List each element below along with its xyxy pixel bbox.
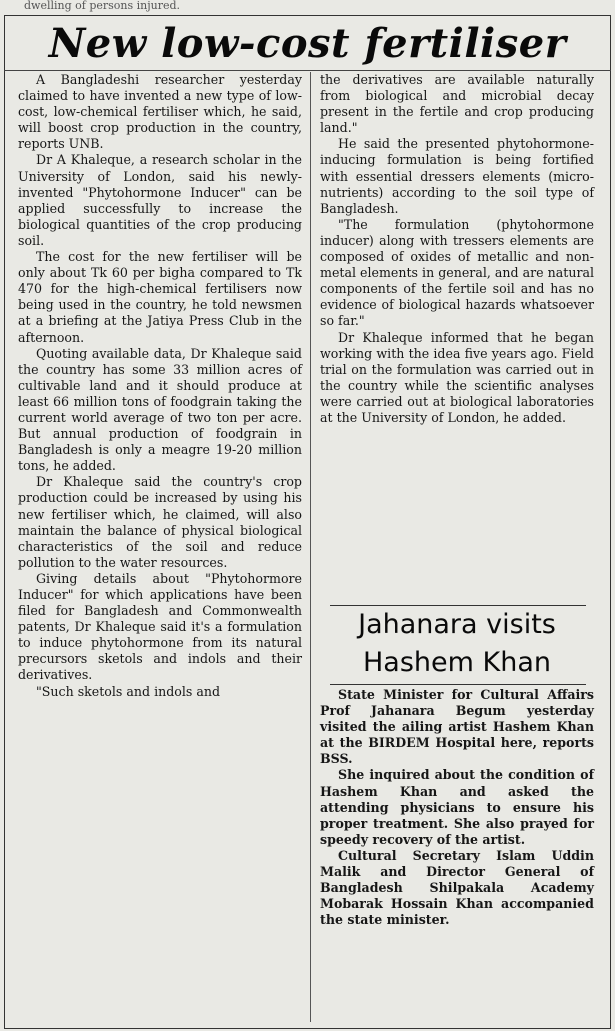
sub-article-body — [320, 687, 594, 928]
article-paragraph: Dr Khaleque informed that he began working with the idea five years ago. Field trial on the formulation was carried out in the country while the scientific analyses were carried out at biological laboratories at the University of London, he added. — [320, 329, 594, 425]
article-headline: New low-cost fertiliser — [48, 20, 567, 67]
article-paragraph: "The formulation (phytohormone inducer) along with tressers elements are composed of oxides of metallic and non-metal elements in general, and are natural components of the fertile soil and has no evidence of biological hazards whatsoever so far." — [320, 216, 594, 329]
article-paragraph: A Bangladeshi researcher yesterday claimed to have invented a new type of low-cost, low-chemical fertiliser which, he said, will boost crop production in the country, reports UNB. — [18, 72, 302, 152]
sub-headline-line: Hashem Khan — [363, 647, 551, 678]
article-paragraph: State Minister for Cultural Affairs Prof Jahanara Begum yesterday visited the ailing artist Hashem Khan at the BIRDEM Hospital here, reports BSS. — [320, 687, 594, 767]
sub-headline-line: Jahanara visits — [358, 609, 556, 640]
article-paragraph: "Such sketols and indols and — [36, 683, 221, 699]
previous-article-fragment: dwelling of persons injured. — [24, 0, 181, 12]
article-paragraph: She inquired about the condition of Hashem Khan and asked the attending physicians to ensure his proper treatment. She also prayed for speedy recovery of the artist. — [320, 767, 594, 847]
article-paragraph: the derivatives are available naturally from biological and microbial decay present in the fertile and crop producing land." — [320, 72, 594, 136]
headline-rule — [4, 70, 611, 71]
article-paragraph: Quoting available data, Dr Khaleque said the country has some 33 million acres of cultivable land and it should produce at least 66 million tons of foodgrain taking the current world average of two ton per acre. But annual production of foodgrain in Bangladesh is only a meagre 19-20 million tons, he added. — [18, 345, 302, 474]
article-paragraph: Dr Khaleque said the country's crop production could be increased by using his new fertiliser which, he claimed, will also maintain the balance of physical biological characteristics of the soil and reduce pollution to the water resources. — [18, 474, 302, 570]
column-divider — [310, 72, 311, 1022]
article-paragraph: Giving details about "Phytohormore Inducer" for which applications have been filed for Bangladesh and Commonwealth patents, Dr Khaleque said it's a formulation to induce phytohormone from its natural precursors sketols and indols and their derivatives. — [18, 570, 302, 683]
sub-article-headline — [318, 606, 596, 682]
article-column-right — [320, 72, 594, 426]
article-paragraph: He said the presented phytohormone-inducing formulation is being fortified with essential dressers elements (micro-nutrients) according to the soil type of Bangladesh. — [320, 136, 594, 216]
article-paragraph: Cultural Secretary Islam Uddin Malik and Director General of Bangladesh Shilpakala Academy Mobarak Hossain Khan accompanied the state minister. — [320, 847, 594, 928]
article-paragraph: The cost for the new fertiliser will be only about Tk 60 per bigha compared to Tk 470 for the high-chemical fertilisers now being used in the country, he told newsmen at a briefing at the Jatiya Press Club in the afternoon. — [18, 249, 302, 345]
article-column-left — [18, 72, 302, 700]
article-paragraph: Dr A Khaleque, a research scholar in the University of London, said his newly-invented "Phytohormone Inducer" can be applied successfully to increase the biological quantities of the crop producing soil. — [18, 152, 302, 248]
